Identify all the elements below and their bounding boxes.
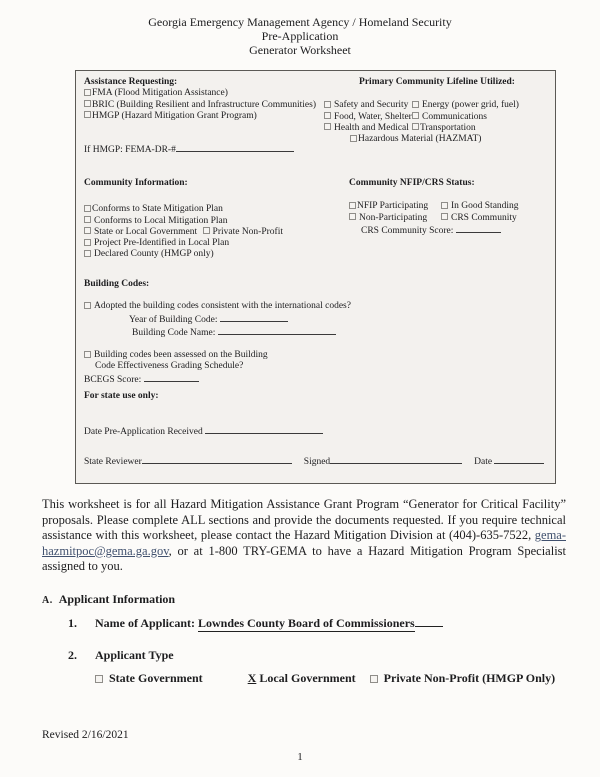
- option-health-medical: Health and Medical: [334, 122, 409, 133]
- intro-text-after-link: , or at 1-800 TRY-GEMA to have a Hazard Mitigation Program Specialist assigned to you.: [42, 543, 566, 574]
- header-worksheet: Generator Worksheet: [249, 43, 351, 57]
- state-government-label: State Government: [109, 671, 203, 685]
- section-a-heading: [42, 592, 562, 607]
- option-preidentified: Project Pre-Identified in Local Plan: [94, 238, 230, 249]
- question-bcegs-line1: Building codes been assessed on the Building: [94, 350, 268, 361]
- checkbox-state-government[interactable]: [95, 675, 103, 683]
- state-government-option: [95, 671, 203, 685]
- intro-text-before-link: This worksheet is for all Hazard Mitigation Assistance Grant Program “Generator for Critical Facility” proposals. Please complete ALL sections and provide the documents requested. If you require technical assistance with this worksheet, please contact the Hazard Mitigation Division at (404)-635-7522,: [42, 497, 566, 543]
- option-transportation: Transportation: [420, 122, 476, 133]
- checkbox-good-standing[interactable]: [441, 202, 448, 209]
- option-local-plan: Conforms to Local Mitigation Plan: [94, 215, 228, 226]
- worksheet-form-box: [75, 70, 556, 484]
- option-hazmat: Hazardous Material (HAZMAT): [358, 134, 482, 145]
- code-name-label: Building Code Name:: [132, 327, 216, 338]
- section-a-label: A.: [42, 595, 53, 606]
- date-label: Date: [474, 456, 493, 467]
- option-energy: Energy (power grid, fuel): [422, 100, 519, 111]
- checkbox-state-local-gov[interactable]: [84, 227, 91, 234]
- option-communications: Communications: [422, 111, 487, 122]
- checkbox-adopted-codes[interactable]: [84, 302, 91, 309]
- option-nfip-participating: NFIP Participating: [357, 201, 429, 212]
- checkbox-communications[interactable]: [412, 112, 419, 119]
- state-use-title: For state use only:: [84, 391, 159, 401]
- reviewer-field[interactable]: [142, 455, 292, 464]
- local-government-option: [248, 671, 356, 685]
- checkbox-nfip-participating[interactable]: [349, 202, 356, 209]
- reviewer-label: State Reviewer: [84, 456, 142, 467]
- checkbox-state-plan[interactable]: [84, 205, 91, 212]
- option-fma: FMA (Flood Mitigation Assistance): [92, 88, 228, 99]
- header-preapplication: Pre-Application: [261, 29, 339, 43]
- option-declared-county: Declared County (HMGP only): [94, 249, 214, 260]
- email-link[interactable]: gema-hazmitpoc@gema.ga.gov: [42, 528, 566, 558]
- crs-score-field[interactable]: [456, 224, 501, 233]
- year-code-label: Year of Building Code:: [129, 314, 218, 325]
- building-codes-section: [84, 279, 351, 386]
- option-bric: BRIC (Building Resilient and Infrastructure Communities): [92, 99, 317, 110]
- applicant-type-row: [68, 648, 562, 663]
- local-government-label: Local Government: [259, 671, 356, 685]
- year-code-field[interactable]: [220, 313, 288, 322]
- code-name-field[interactable]: [218, 326, 336, 335]
- checkbox-health-medical[interactable]: [324, 123, 331, 130]
- checkbox-transportation[interactable]: [412, 123, 419, 130]
- section-a-title: Applicant Information: [58, 592, 176, 606]
- checkbox-crs-community[interactable]: [441, 213, 448, 220]
- assistance-title: Assistance Requesting:: [84, 77, 178, 87]
- checkbox-safety-security[interactable]: [324, 101, 331, 108]
- checkbox-declared-county[interactable]: [84, 250, 91, 257]
- bcegs-score-field[interactable]: [144, 373, 199, 382]
- community-info-title: Community Information:: [84, 178, 188, 188]
- applicant-name-value: Lowndes County Board of Commissioners: [198, 616, 415, 630]
- assistance-requesting-section: [84, 77, 316, 156]
- option-good-standing: In Good Standing: [451, 201, 519, 212]
- checkbox-private-nonprofit-hmgp[interactable]: [370, 675, 378, 683]
- state-use-section: [84, 391, 548, 468]
- page-number: 1: [297, 751, 303, 763]
- received-field[interactable]: [205, 425, 323, 434]
- checkbox-local-plan[interactable]: [84, 216, 91, 223]
- bcegs-score-label: BCEGS Score:: [84, 374, 142, 385]
- lifeline-title: Primary Community Lifeline Utilized:: [359, 77, 515, 87]
- checkbox-energy[interactable]: [412, 101, 419, 108]
- community-information-section: [84, 178, 283, 261]
- question-2-number: 2.: [68, 648, 77, 662]
- name-of-applicant-row: [68, 616, 562, 631]
- header-agency: Georgia Emergency Management Agency / Homeland Security: [148, 15, 452, 29]
- fema-dr-label: If HMGP: FEMA-DR-#: [84, 145, 176, 156]
- date-field[interactable]: [494, 455, 544, 464]
- private-nonprofit-label: Private Non-Profit (HMGP Only): [383, 671, 556, 685]
- crs-score-label: CRS Community Score:: [361, 225, 454, 236]
- checkbox-private-nonprofit[interactable]: [203, 227, 210, 234]
- document-header: [0, 15, 600, 57]
- signed-label: Signed: [303, 456, 331, 467]
- private-nonprofit-option: [370, 671, 555, 685]
- checkbox-hazmat[interactable]: [350, 135, 357, 142]
- option-safety-security: Safety and Security: [334, 100, 409, 111]
- applicant-information-section: [42, 592, 562, 686]
- nfip-title: Community NFIP/CRS Status:: [349, 178, 475, 188]
- option-crs-community: CRS Community: [451, 212, 517, 223]
- revised-date: Revised 2/16/2021: [42, 729, 129, 741]
- checkbox-bric[interactable]: [84, 100, 91, 107]
- option-hmgp: HMGP (Hazard Mitigation Grant Program): [92, 110, 257, 121]
- checkbox-fma[interactable]: [84, 89, 91, 96]
- building-codes-title: Building Codes:: [84, 279, 150, 289]
- applicant-type-options: [42, 671, 562, 686]
- applicant-type-label: Applicant Type: [95, 648, 174, 662]
- name-of-applicant-label: Name of Applicant:: [95, 616, 195, 630]
- fema-dr-field[interactable]: [176, 143, 294, 152]
- lifeline-section: [324, 77, 550, 145]
- option-state-local-gov: State or Local Government: [94, 226, 198, 237]
- question-adopted-codes: Adopted the building codes consistent with the international codes?: [94, 301, 351, 312]
- option-non-participating: Non-Participating: [359, 212, 428, 223]
- question-bcegs-line2: Code Effectiveness Grading Schedule?: [95, 361, 244, 372]
- checkbox-preidentified[interactable]: [84, 239, 91, 246]
- x-mark-local-government: X: [247, 671, 257, 685]
- received-label: Date Pre-Application Received: [84, 427, 203, 438]
- intro-paragraph: [42, 497, 566, 575]
- option-private-nonprofit: Private Non-Profit: [212, 226, 283, 237]
- question-1-number: 1.: [68, 616, 77, 630]
- checkbox-hmgp[interactable]: [84, 111, 91, 118]
- signed-field[interactable]: [330, 455, 462, 464]
- applicant-name-underline-extension: [415, 617, 443, 627]
- checkbox-food-water-shelter[interactable]: [324, 112, 331, 119]
- nfip-crs-section: [349, 178, 519, 237]
- option-food-water-shelter: Food, Water, Shelter: [334, 111, 412, 122]
- checkbox-bcegs-assessed[interactable]: [84, 351, 91, 358]
- checkbox-non-participating[interactable]: [349, 213, 356, 220]
- option-state-plan: Conforms to State Mitigation Plan: [92, 204, 223, 215]
